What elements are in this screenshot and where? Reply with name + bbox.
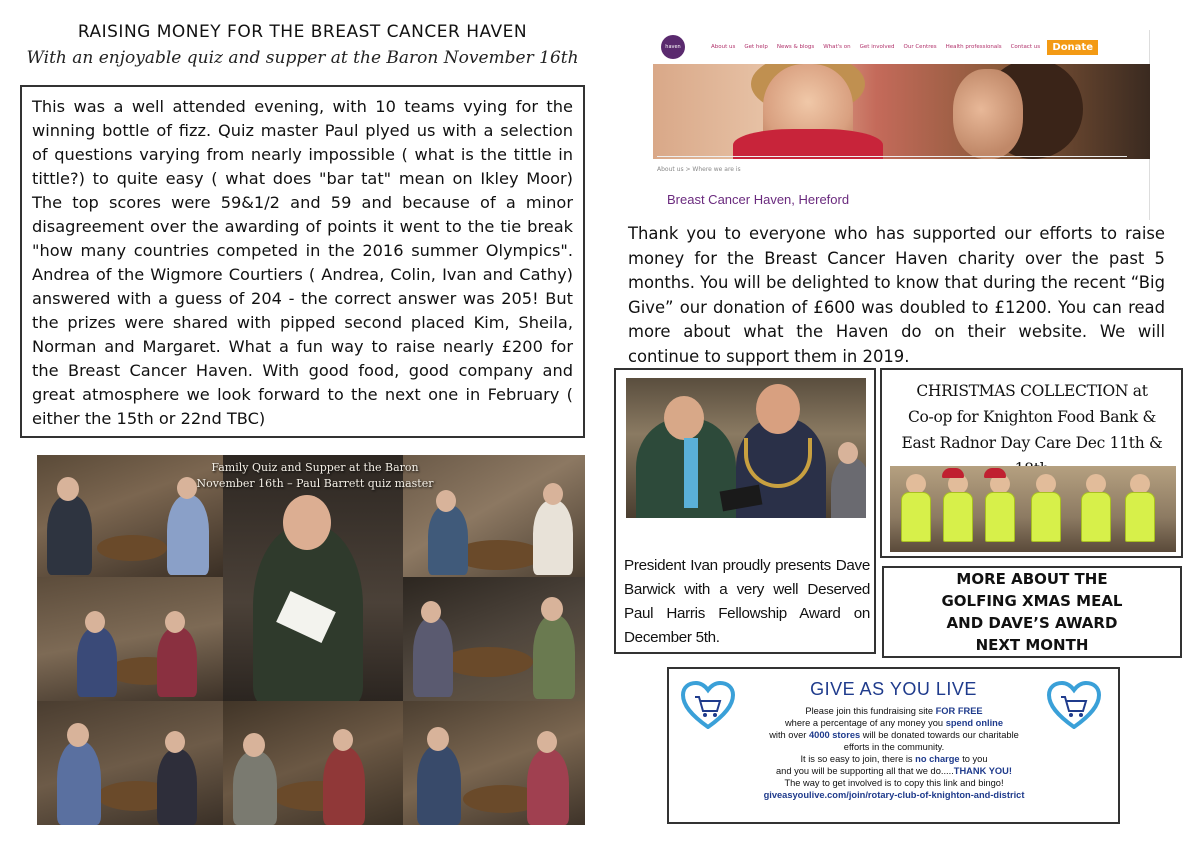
haven-website-screenshot [653,30,1150,220]
collage-caption-line-2: November 16th – Paul Barrett quiz master [196,477,434,490]
give-line-3a: with over [769,730,809,740]
donate-button[interactable]: Donate [1047,40,1098,55]
nav-link-centres[interactable]: Our Centres [903,44,937,50]
nav-link-contact[interactable]: Contact us [1010,44,1041,50]
website-divider [657,156,1127,157]
give-line-5c: to you [959,754,988,764]
give-line-3b: 4000 stores [808,730,861,740]
give-line-6a: and you will be supporting all that we do..... [776,766,954,776]
give-line-1a: Please join this fundraising site [805,706,936,716]
quiz-article-title: RAISING MONEY FOR THE BREAST CANCER HAVEN [77,22,528,42]
give-line-7: The way to get involved is to copy this link and bingo! [784,778,1004,788]
haven-logo[interactable]: haven [661,35,685,59]
website-breadcrumb[interactable]: About us > Where we are is [657,166,741,173]
give-line-3c: will be donated towards our charitable [860,730,1019,740]
give-line-2a: where a percentage of any money you [784,718,946,728]
president-award-photo [626,378,866,518]
give-line-1b: FOR FREE [935,706,983,716]
nav-link-news[interactable]: News & blogs [776,44,815,50]
christmas-collection-box [880,368,1183,558]
website-hero-image [653,64,1150,159]
nav-link-health-professionals[interactable]: Health professionals [945,44,1002,50]
president-award-box [614,368,876,654]
give-as-you-live-text [729,705,1059,801]
collage-photo-6 [37,701,223,825]
more-about-line-2: GOLFING XMAS MEAL [941,592,1123,610]
more-about-line-4: NEXT MONTH [975,636,1089,654]
give-line-5b: no charge [915,754,960,764]
more-about-text [941,568,1122,656]
more-about-box [882,566,1182,658]
give-as-you-live-title: GIVE AS YOU LIVE [810,679,977,699]
website-nav-links [711,44,1040,50]
christmas-collection-photo [890,466,1176,552]
christmas-line-1: CHRISTMAS COLLECTION at [916,382,1148,400]
thanks-text: Thank you to everyone who has supported our efforts to raise money for the Breast Cancer Haven charity over the past 5 months. You will be delighted to know that during the recent “Big Give” our donation of £600 was doubled to £1200. You can read more about what the Haven do on their website. We will continue to support them in 2019. [628,224,1165,366]
nav-link-get-help[interactable]: Get help [744,44,768,50]
christmas-line-2: Co-op for Knighton Food Bank & [907,408,1157,426]
website-heading: Breast Cancer Haven, Hereford [667,192,850,207]
give-line-6b: THANK YOU! [953,766,1012,776]
nav-link-about[interactable]: About us [711,44,736,50]
collage-photo-8 [403,701,585,825]
collage-photo-7 [223,701,403,825]
nav-link-get-involved[interactable]: Get involved [859,44,895,50]
quiz-article-subtitle: With an enjoyable quiz and supper at the Baron November 16th [26,48,579,68]
christmas-line-3: East Radnor Day Care Dec 11th & [901,434,1163,452]
collage-caption [180,460,450,492]
collage-caption-line-1: Family Quiz and Supper at the Baron [211,461,419,474]
quiz-article-text: This was a well attended evening, with 10 teams vying for the winning bottle of fizz. Quiz master Paul plyed us with a selection of questions varying from nearly impossible ( what is the tittle in tittle?) to quite easy ( what does "bar tat" mean on Ikley Moor) The top scores were 59&1/2 and 59 and because of a minor disagreement over the awarding of points it went to the tie break "how many countries competed in the 2016 summer Olympics". Andrea of the Wigmore Courtiers ( Andrea, Colin, Ivan and Cathy) answered with a guess of 204 - the correct answer was 205! But the prizes were shared with pipped second placed Kim, Sheila, Norman and Margaret. What a fun way to raise nearly £200 for the Breast Cancer Haven. With good food, good company and great atmosphere we look forward to the next one in February ( either the 15th or 22nd TBC) [32,97,573,428]
more-about-line-1: MORE ABOUT THE [956,570,1108,588]
give-line-2b: spend online [945,718,1004,728]
quiz-article-box [20,85,585,438]
president-award-caption: President Ivan proudly presents Dave Barwick with a very well Deserved Paul Harris Fellowship Award on December 5th. [624,557,870,646]
give-line-4: efforts in the community. [843,742,945,752]
collage-photo-4 [37,577,223,701]
give-as-you-live-box [667,667,1120,824]
collage-photo-5 [403,577,585,701]
give-as-you-live-link[interactable]: giveasyoulive.com/join/rotary-club-of-knighton-and-district [763,790,1025,800]
nav-link-whats-on[interactable]: What's on [823,44,851,50]
website-nav [653,30,1150,64]
more-about-line-3: AND DAVE’S AWARD [946,614,1118,632]
give-line-5a: It is so easy to join, there is [800,754,916,764]
quiz-photo-collage [37,455,585,825]
